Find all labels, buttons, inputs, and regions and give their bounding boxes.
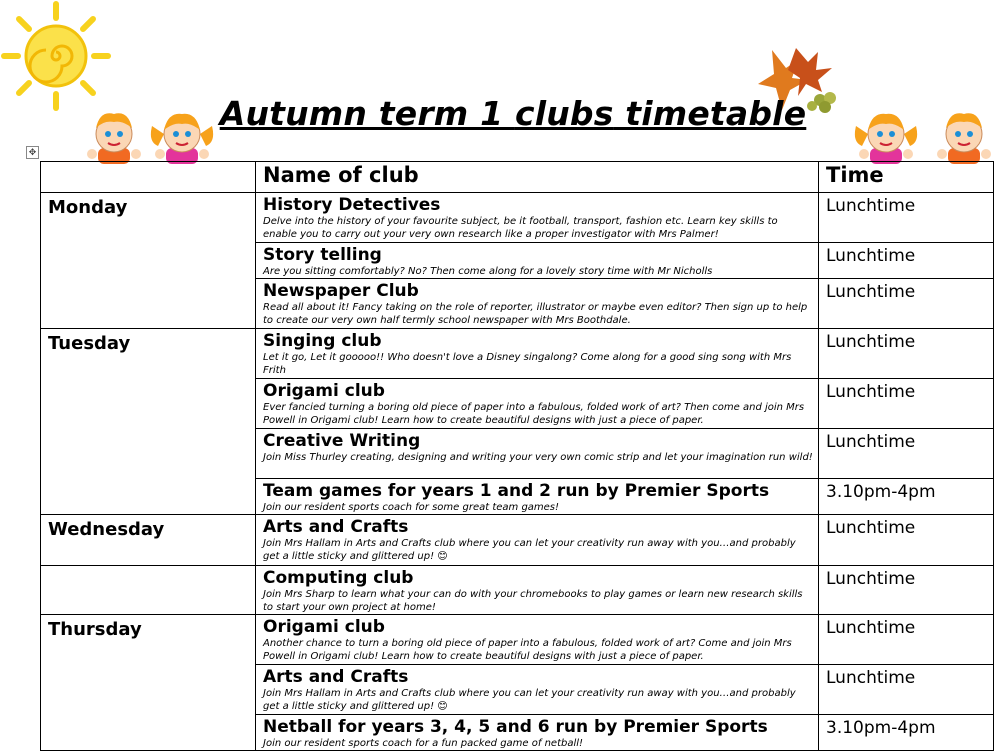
table-row xyxy=(41,329,994,379)
time-cell: Lunchtime xyxy=(819,379,994,429)
club-description: Read all about it! Fancy taking on the role of reporter, illustrator or maybe even editor? Then sign up to help to create our very own half termly school newspaper with Mrs Boothdale. xyxy=(263,302,808,326)
club-name: Creative Writing xyxy=(263,431,421,451)
club-name: Origami club xyxy=(263,617,385,637)
club-cell xyxy=(256,665,819,715)
time-cell: Lunchtime xyxy=(819,329,994,379)
header-day xyxy=(41,162,256,193)
table-row xyxy=(41,615,994,665)
clubs-timetable xyxy=(40,161,994,751)
club-cell xyxy=(256,279,819,329)
time-cell: Lunchtime xyxy=(819,615,994,665)
club-description: Join Mrs Hallam in Arts and Crafts club where you can let your creativity run away with you…and probably get a little sticky and glittered up! 😊 xyxy=(263,688,796,712)
club-name: Newspaper Club xyxy=(263,281,419,301)
time-cell: Lunchtime xyxy=(819,515,994,566)
time-cell: Lunchtime xyxy=(819,566,994,615)
club-cell xyxy=(256,615,819,665)
club-cell xyxy=(256,193,819,243)
day-cell-empty xyxy=(41,566,256,615)
club-cell xyxy=(256,515,819,566)
club-description: Join Mrs Sharp to learn what your can do with your chromebooks to play games or learn new research skills to start your own project at home! xyxy=(263,589,803,613)
club-cell xyxy=(256,379,819,429)
club-name: History Detectives xyxy=(263,195,441,215)
club-description: Join Miss Thurley creating, designing and writing your very own comic strip and let your imagination run wild! xyxy=(263,452,813,463)
club-name: Origami club xyxy=(263,381,385,401)
club-cell xyxy=(256,429,819,479)
club-description: Join our resident sports coach for a fun packed game of netball! xyxy=(263,738,584,749)
time-cell: 3.10pm-4pm xyxy=(819,715,994,751)
club-description: Delve into the history of your favourite subject, be it football, transport, fashion etc. Learn key skills to enable you to carry out your very own research like a proper investigator with Mrs Palmer! xyxy=(263,216,778,240)
day-cell-monday: Monday xyxy=(41,193,256,329)
time-cell: Lunchtime xyxy=(819,193,994,243)
club-name: Team games for years 1 and 2 run by Premier Sports xyxy=(263,481,770,501)
title-text-2: clubs xyxy=(514,94,614,133)
club-name: Story telling xyxy=(263,245,382,265)
club-description: Join our resident sports coach for some great team games! xyxy=(263,502,560,513)
club-description: Join Mrs Hallam in Arts and Crafts club where you can let your creativity run away with you…and probably get a little sticky and glittered up! 😊 xyxy=(263,538,796,562)
time-cell: 3.10pm-4pm xyxy=(819,479,994,515)
time-cell: Lunchtime xyxy=(819,665,994,715)
header-club: Name of club xyxy=(256,162,819,193)
club-cell xyxy=(256,715,819,751)
table-move-handle-icon[interactable]: ✥ xyxy=(26,146,39,159)
club-name: Netball for years 3, 4, 5 and 6 run by Premier Sports xyxy=(263,717,768,737)
club-description: Are you sitting comfortably? No? Then come along for a lovely story time with Mr Nicholls xyxy=(263,266,713,277)
club-cell xyxy=(256,329,819,379)
title-text-3: timetable xyxy=(613,94,807,133)
club-cell xyxy=(256,479,819,515)
club-cell xyxy=(256,243,819,279)
club-description: Another chance to turn a boring old piece of paper into a fabulous, folded work of art? Come and join Mrs Powell in Origami club! Learn how to create beautiful designs with just a piece of paper. xyxy=(263,638,792,662)
table-header-row xyxy=(41,162,994,193)
header-time: Time xyxy=(819,162,994,193)
table-row xyxy=(41,515,994,566)
club-name: Arts and Crafts xyxy=(263,517,409,537)
table-row xyxy=(41,193,994,243)
day-cell-tuesday: Tuesday xyxy=(41,329,256,515)
club-name: Arts and Crafts xyxy=(263,667,409,687)
time-cell: Lunchtime xyxy=(819,243,994,279)
club-description: Ever fancied turning a boring old piece of paper into a fabulous, folded work of art? Then come and join Mrs Powell in Origami club! Learn how to create beautiful designs with just a piece of paper. xyxy=(263,402,805,426)
time-cell: Lunchtime xyxy=(819,429,994,479)
page-title xyxy=(0,94,997,133)
club-name: Computing club xyxy=(263,568,414,588)
club-cell xyxy=(256,566,819,615)
day-cell-wednesday: Wednesday xyxy=(41,515,256,566)
time-cell: Lunchtime xyxy=(819,279,994,329)
day-cell-thursday: Thursday xyxy=(41,615,256,751)
title-text-1: Autumn term 1 xyxy=(219,94,515,133)
club-description: Let it go, Let it gooooo!! Who doesn't love a Disney singalong? Come along for a good sing song with Mrs Frith xyxy=(263,352,792,376)
table-row xyxy=(41,566,994,615)
club-name: Singing club xyxy=(263,331,382,351)
